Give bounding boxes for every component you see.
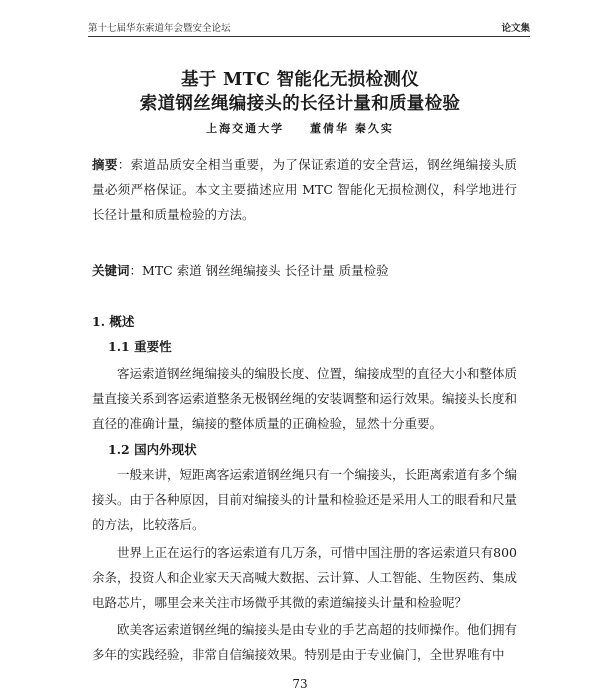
body-paragraph: 一般来讲，短距离客运索道钢丝绳只有一个编接头，长距离索道有多个编接头。由于各种原因，目前对编接头的计量和检验还是采用人工的眼看和尺量的方法，比较落后。 [92, 467, 518, 532]
body-paragraph: 欧美客运索道钢丝绳的编接头是由专业的手艺高超的技师操作。他们拥有多年的实践经验，非常自信编接效果。特别是由于专业偏门，全世界唯有中 [92, 622, 518, 662]
author-line [0, 120, 600, 136]
subsection-heading-status: 1.2 国内外现状 [108, 442, 197, 457]
abstract-label: 摘要 [92, 157, 118, 172]
abstract [92, 152, 517, 227]
paper-title-line-2: 索道钢丝绳编接头的长径计量和质量检验 [139, 94, 461, 114]
keywords-label: 关键词 [92, 263, 130, 278]
section-heading-overview: 1. 概述 [92, 314, 135, 329]
paper-title-line-1: 基于 MTC 智能化无损检测仪 [180, 70, 419, 90]
body-paragraph: 世界上正在运行的客运索道有几万条，可惜中国注册的客运索道只有800余条，投资人和企业家天天高喊大数据、云计算、人工智能、生物医药、集成电路芯片，哪里会来关注市场微乎其微的索道编接头计量和检验呢？ [92, 545, 518, 610]
page-number: 73 [292, 677, 308, 691]
running-header [88, 20, 530, 37]
body-paragraph: 客运索道钢丝绳编接头的编股长度、位置，编接成型的直径大小和整体质量直接关系到客运索道整条无极钢丝绳的安装调整和运行效果。编接头长度和直径的准确计量，编接的整体质量的正确检验，显然十分重要。 [92, 366, 518, 431]
subsection-heading-importance: 1.1 重要性 [108, 339, 172, 354]
header-collection-label: 论文集 [501, 23, 530, 34]
keywords [92, 258, 517, 283]
abstract-text: ：索道品质安全相当重要，为了保证索道的安全营运，钢丝绳编接头质量必须严格保证。本文主要描述应用 MTC 智能化无损检测仪，科学地进行长径计量和质量检验的方法。 [92, 157, 517, 222]
header-conference-name: 第十七届华东索道年会暨安全论坛 [88, 23, 231, 34]
author-names: 董倩华 秦久实 [310, 122, 394, 135]
author-affiliation: 上海交通大学 [206, 122, 285, 135]
keywords-text: ：MTC 索道 钢丝绳编接头 长径计量 质量检验 [129, 263, 389, 278]
